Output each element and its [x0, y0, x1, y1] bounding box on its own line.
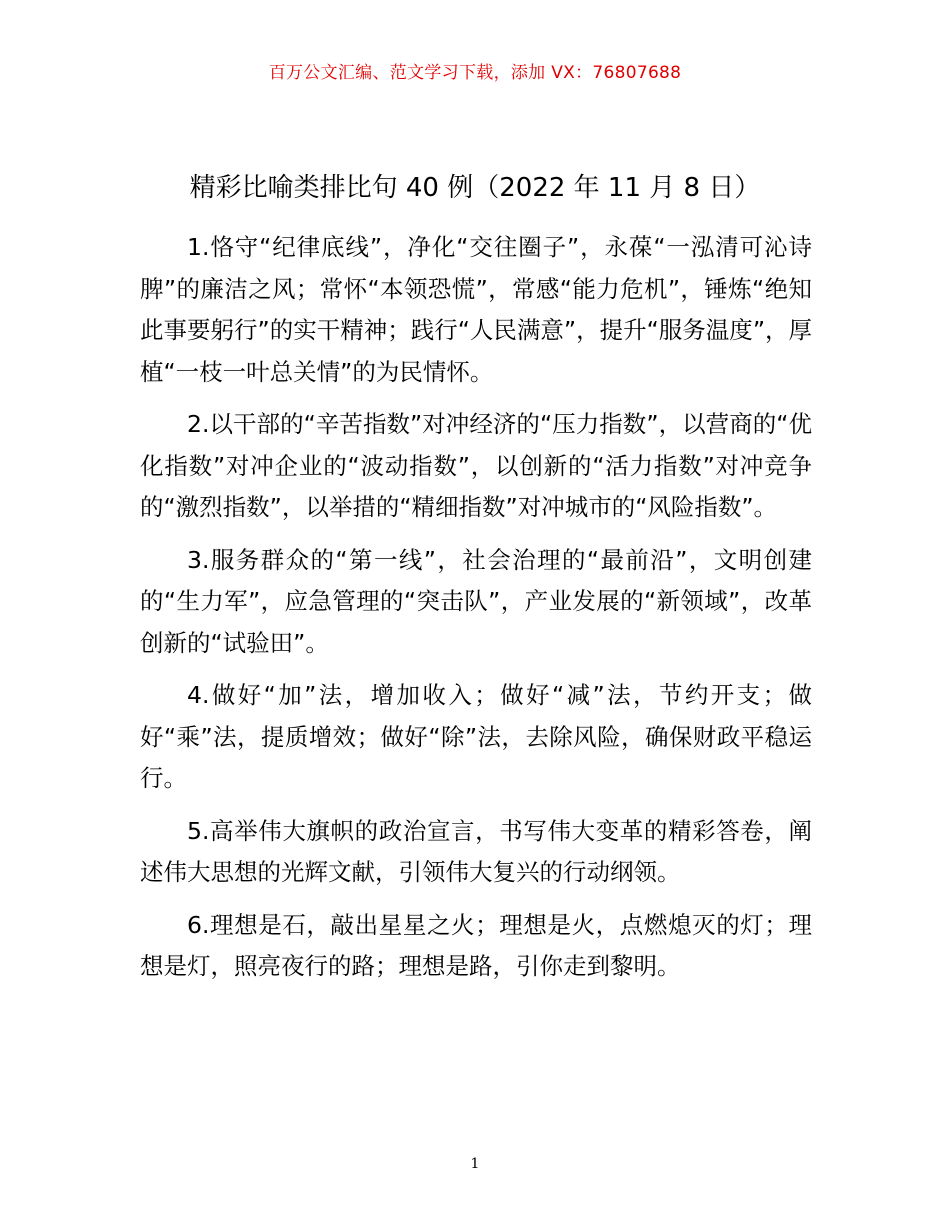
paragraph-5: 5.高举伟大旗帜的政治宣言，书写伟大变革的精彩答卷，阐述伟大思想的光辉文献，引领伟大复兴的行动纲领。 — [140, 816, 812, 886]
paragraph-1: 1.恪守“纪律底线”，净化“交往圈子”，永葆“一泓清可沁诗脾”的廉洁之风；常怀“本领恐慌”，常感“能力危机”，锤炼“绝知此事要躬行”的实干精神；践行“人民满意”，提升“服务温度”，厚植“一枝一叶总关情”的为民情怀。 — [140, 233, 812, 386]
page-number: 1 — [470, 1156, 480, 1172]
watermark-header: 百万公文汇编、范文学习下载，添加 VX：76807688 — [268, 63, 682, 83]
paragraph-3: 3.服务群众的“第一线”，社会治理的“最前沿”，文明创建的“生力军”，应急管理的“突击队”，产业发展的“新领域”，改革创新的“试验田”。 — [140, 545, 812, 657]
document-body — [140, 227, 812, 999]
paragraph-2: 2.以干部的“辛苦指数”对冲经济的“压力指数”，以营商的“优化指数”对冲企业的“波动指数”，以创新的“活力指数”对冲竞争的“激烈指数”，以举措的“精细指数”对冲城市的“风险指数”。 — [140, 410, 812, 521]
paragraph-6: 6.理想是石，敲出星星之火；理想是火，点燃熄灭的灯；理想是灯，照亮夜行的路；理想是路，引你走到黎明。 — [140, 910, 812, 980]
paragraph-4: 4.做好“加”法，增加收入；做好“减”法，节约开支；做好“乘”法，提质增效；做好“除”法，去除风险，确保财政平稳运行。 — [140, 681, 812, 792]
document-title: 精彩比喻类排比句 40 例（2022 年 11 月 8 日） — [189, 173, 761, 203]
